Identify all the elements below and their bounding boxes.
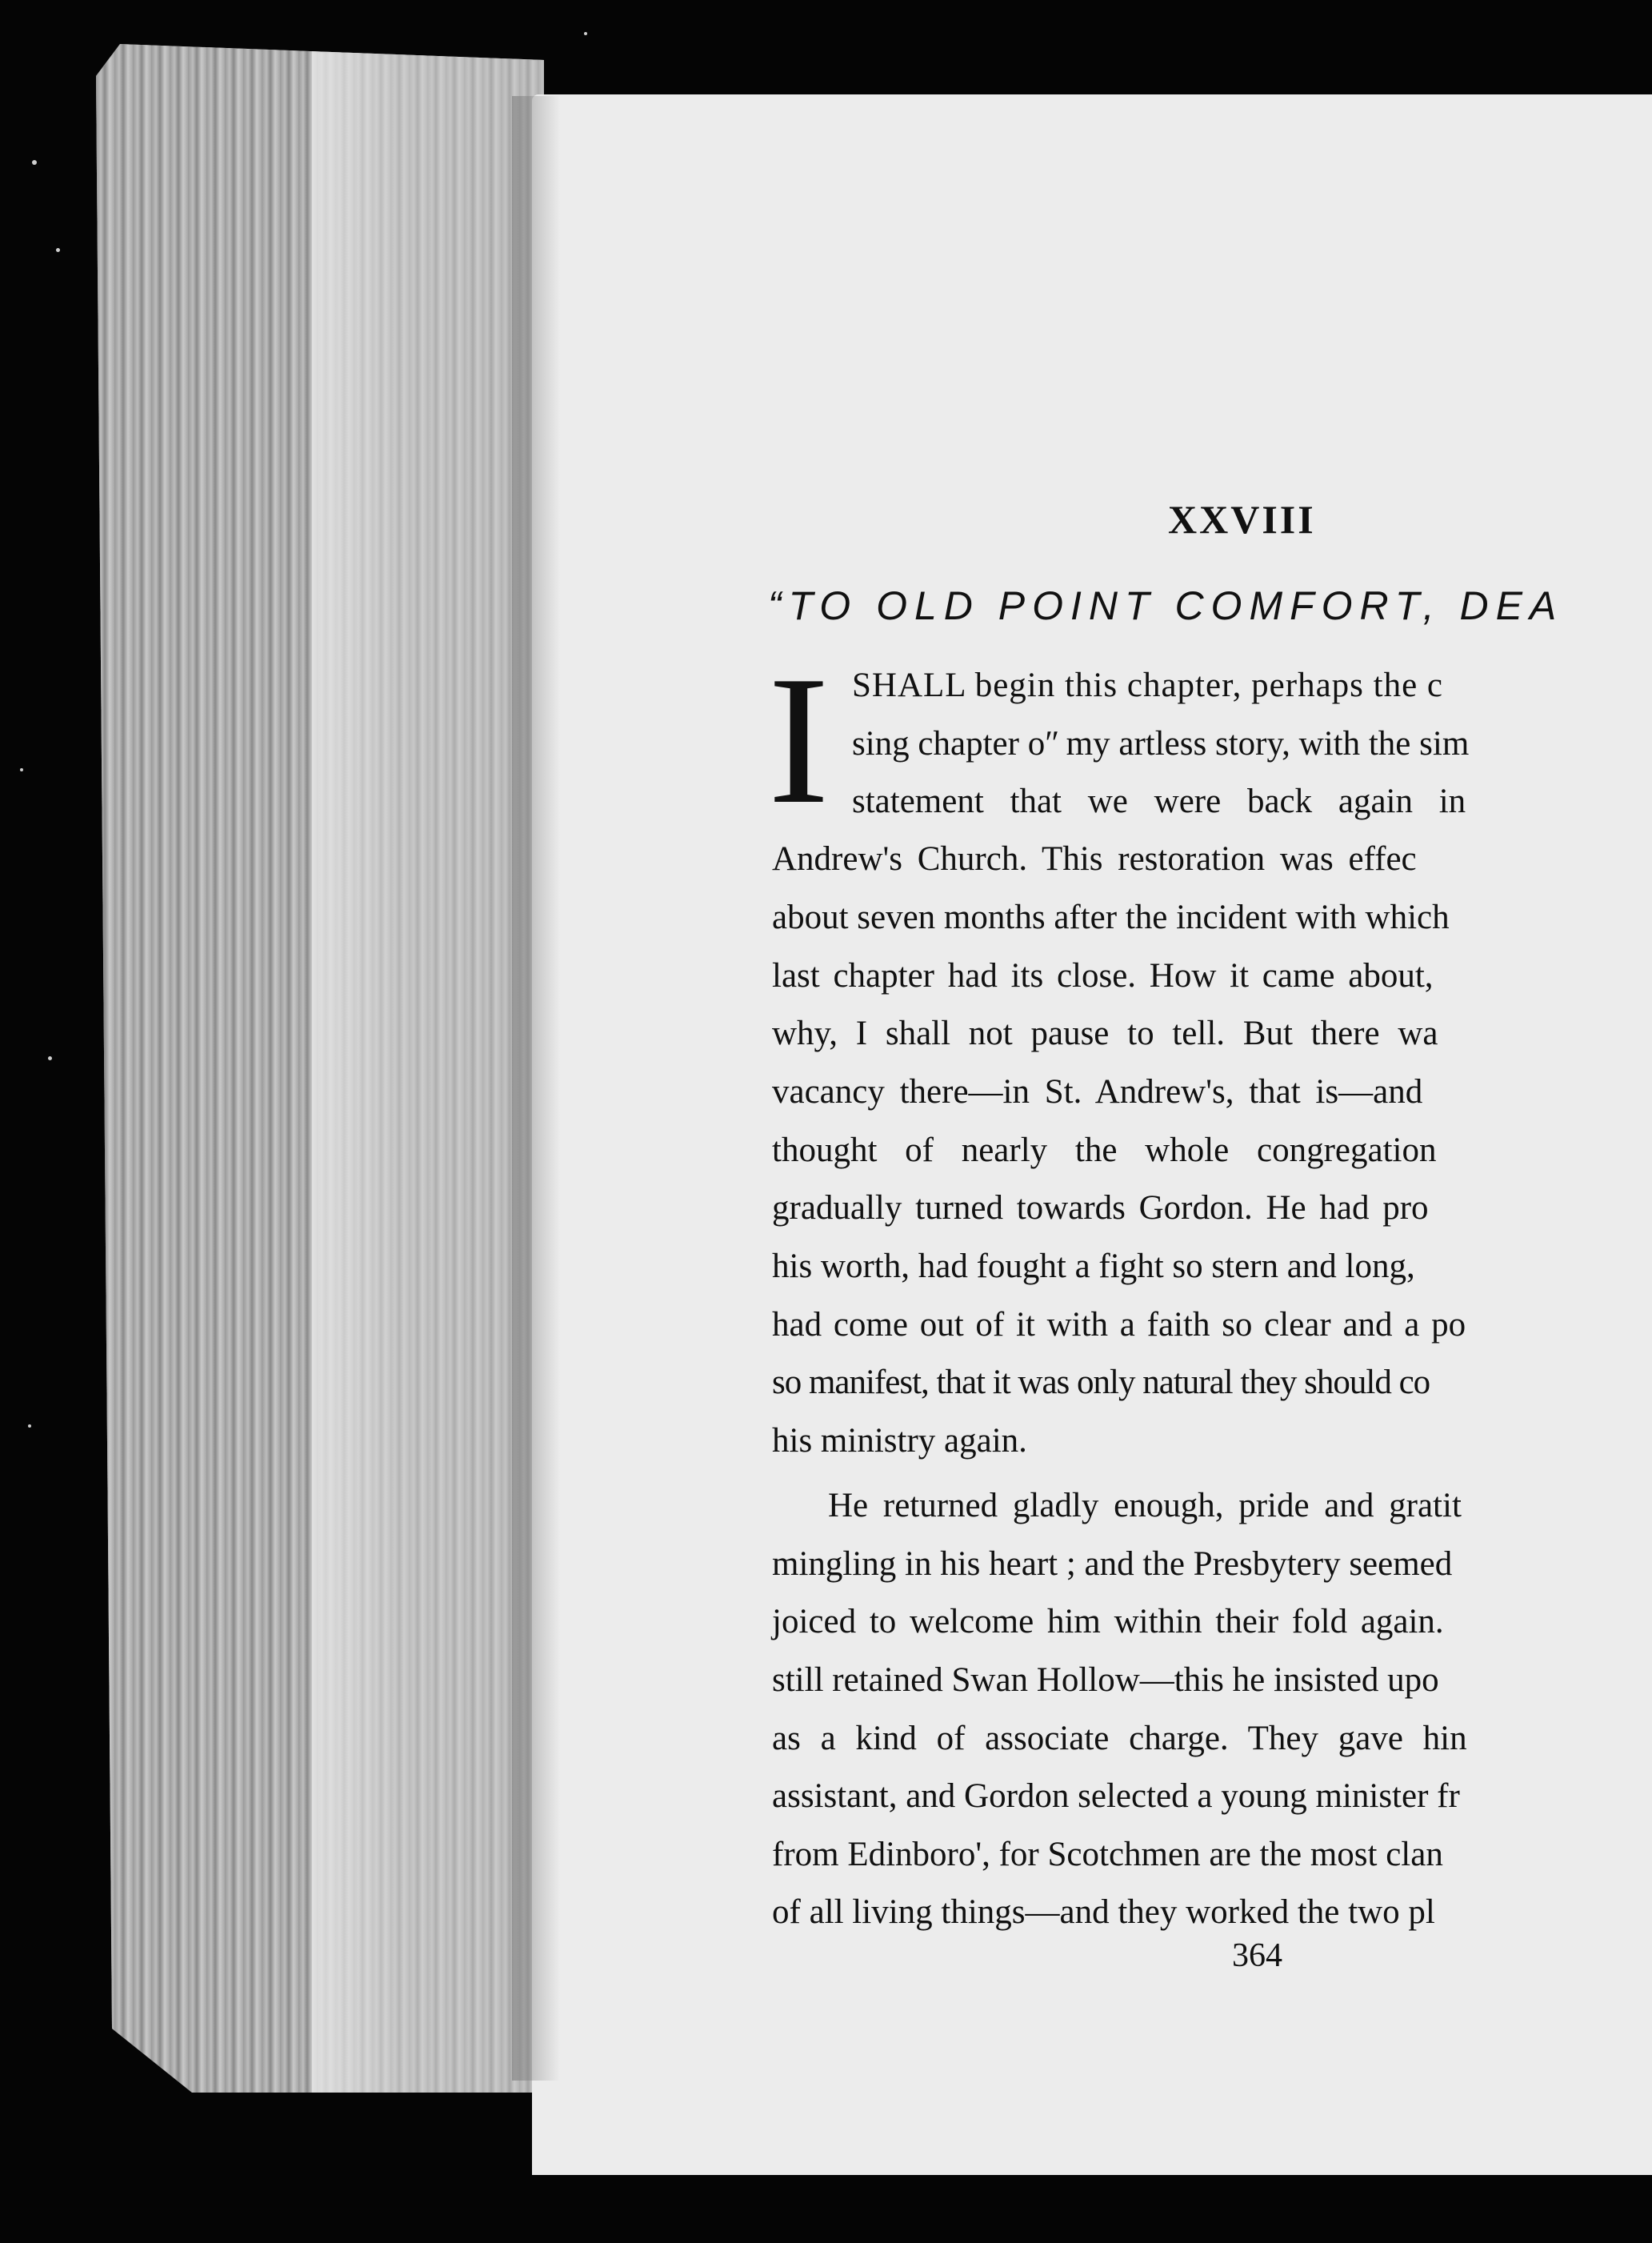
text-line: had come out of it with a faith so clear and a po: [772, 1306, 1466, 1344]
text-line: He returned gladly enough, pride and gratit: [828, 1487, 1462, 1524]
text-line: from Edinboro', for Scotchmen are the most clan: [772, 1836, 1443, 1873]
text-line: still retained Swan Hollow—this he insisted upo: [772, 1661, 1439, 1699]
text-line: thought of nearly the whole congregation: [772, 1132, 1437, 1169]
drop-cap-letter: I: [768, 638, 830, 842]
text-line: about seven months after the incident with which: [772, 899, 1450, 936]
dust-speck: [28, 1424, 31, 1428]
text-line: sing chapter oʺ my artless story, with the sim: [852, 725, 1470, 763]
text-line: vacancy there—in St. Andrew's, that is—and: [772, 1073, 1423, 1111]
text-line: his ministry again.: [772, 1422, 1027, 1460]
text-line: his worth, had fought a fight so stern and long,: [772, 1248, 1415, 1285]
page-text-block: [768, 0, 1652, 2243]
text-line: gradually turned towards Gordon. He had pro: [772, 1189, 1429, 1227]
text-line: last chapter had its close. How it came about,: [772, 957, 1434, 995]
page-number: 364: [1232, 1937, 1282, 1974]
dust-speck: [48, 1056, 52, 1060]
dust-speck: [32, 160, 37, 165]
text-line: mingling in his heart ; and the Presbytery seemed: [772, 1545, 1453, 1583]
text-line: Andrew's Church. This restoration was effec: [772, 840, 1417, 878]
text-line: of all living things—and they worked the two pl: [772, 1893, 1435, 1931]
text-line: why, I shall not pause to tell. But there wa: [772, 1015, 1438, 1052]
dust-speck: [20, 768, 23, 771]
dust-speck: [584, 32, 587, 35]
text-line: so manifest, that it was only natural they should co: [772, 1364, 1430, 1401]
book-page-edges: [96, 44, 544, 2093]
text-line: joiced to welcome him within their fold again.: [772, 1603, 1444, 1640]
chapter-title: “TO OLD POINT COMFORT, DEA: [768, 583, 1564, 628]
text-line: as a kind of associate charge. They gave hin: [772, 1720, 1467, 1757]
text-line: assistant, and Gordon selected a young minister fr: [772, 1777, 1460, 1815]
text-line: SHALL begin this chapter, perhaps the c: [852, 667, 1444, 704]
dust-speck: [56, 248, 60, 252]
chapter-number: XXVIII: [1168, 497, 1316, 542]
text-line: statement that we were back again in: [852, 783, 1466, 820]
gutter-shadow: [512, 96, 560, 2081]
